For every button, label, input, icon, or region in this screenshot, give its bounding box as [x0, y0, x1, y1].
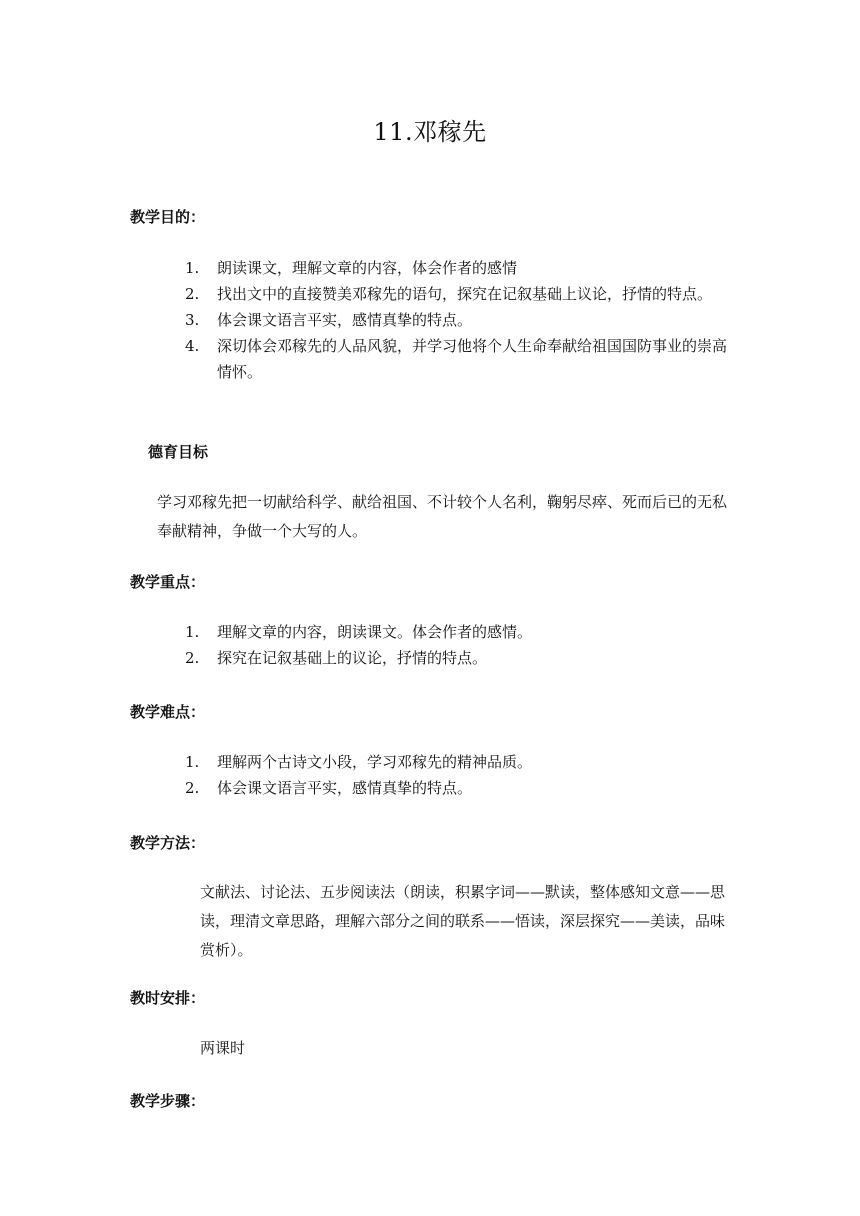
list-number: 2. — [185, 285, 200, 303]
list-text: 深切体会邓稼先的人品风貌，并学习他将个人生命奉献给祖国国防事业的崇高情怀。 — [217, 337, 728, 381]
list-number: 2. — [185, 649, 200, 667]
list-text: 理解文章的内容，朗读课文。体会作者的感情。 — [217, 623, 533, 641]
list-item — [185, 619, 735, 645]
document-title: 11.邓稼先 — [373, 118, 487, 146]
list-number: 1. — [185, 259, 200, 277]
list-number: 4. — [185, 337, 200, 355]
key-points-list — [185, 619, 735, 671]
steps-heading: 教学步骤： — [130, 1092, 206, 1110]
schedule-text: 两课时 — [200, 1039, 246, 1057]
list-item — [185, 255, 735, 281]
list-text: 朗读课文，理解文章的内容，体会作者的感情 — [217, 259, 518, 277]
methods-heading: 教学方法： — [130, 834, 206, 852]
goals-list — [185, 255, 735, 385]
methods-text: 文献法、讨论法、五步阅读法（朗读，积累字词——默读，整体感知文意——思读，理清文章思路，理解六部分之间的联系——悟读，深层探究——美读，品味赏析）。 — [200, 883, 726, 959]
list-item — [185, 333, 735, 385]
list-text: 找出文中的直接赞美邓稼先的语句，探究在记叙基础上议论，抒情的特点。 — [217, 285, 713, 303]
list-text: 体会课文语言平实，感情真挚的特点。 — [217, 311, 473, 329]
difficulties-heading: 教学难点： — [130, 703, 206, 721]
list-text: 探究在记叙基础上的议论，抒情的特点。 — [217, 649, 488, 667]
list-text: 体会课文语言平实，感情真挚的特点。 — [217, 779, 473, 797]
list-number: 1. — [185, 623, 200, 641]
list-number: 2. — [185, 779, 200, 797]
moral-heading: 德育目标 — [148, 443, 209, 461]
difficulties-list — [185, 749, 735, 801]
schedule-heading: 教时安排： — [130, 989, 206, 1007]
moral-text: 学习邓稼先把一切献给科学、献给祖国、不计较个人名利，鞠躬尽瘁、死而后已的无私奉献精神，争做一个大写的人。 — [157, 493, 728, 540]
list-item — [185, 775, 735, 801]
list-text: 理解两个古诗文小段，学习邓稼先的精神品质。 — [217, 753, 533, 771]
key-points-heading: 教学重点： — [130, 573, 206, 591]
list-item — [185, 749, 735, 775]
list-item — [185, 281, 735, 307]
list-item — [185, 645, 735, 671]
list-number: 1. — [185, 753, 200, 771]
goals-heading: 教学目的： — [130, 208, 206, 226]
list-number: 3. — [185, 311, 200, 329]
list-item — [185, 307, 735, 333]
